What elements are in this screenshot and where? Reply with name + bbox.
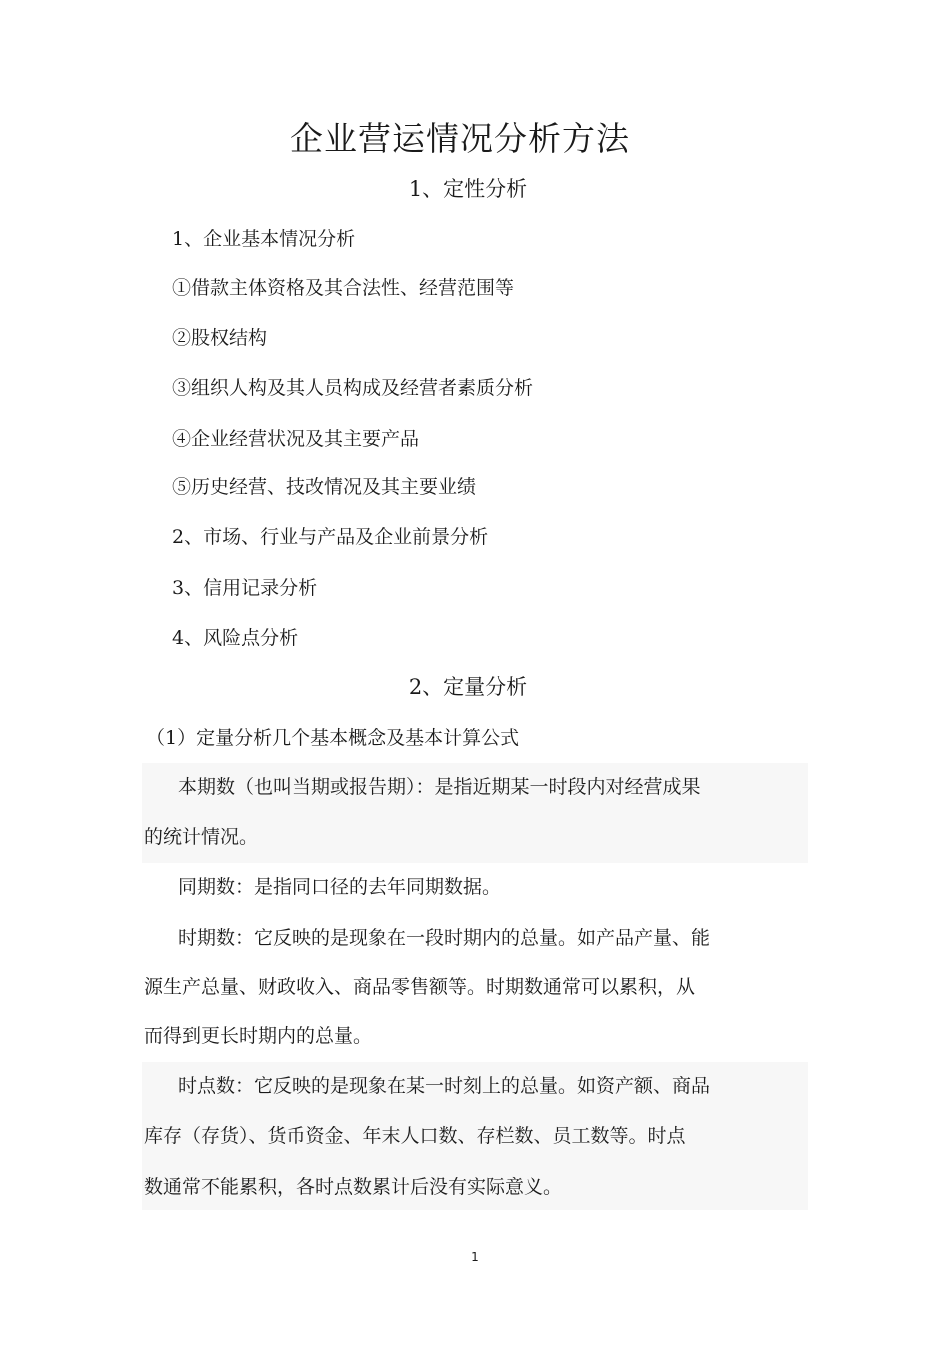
paragraph-line: 本期数（也叫当期或报告期）：是指近期某一时段内对经营成果 [178,776,701,798]
paragraph-line: 源生产总量、财政收入、商品零售额等。时期数通常可以累积，从 [144,976,696,998]
list-item: 4、风险点分析 [172,627,299,649]
list-item: 1、企业基本情况分析 [172,228,356,250]
section-heading-quantitative: 2、定量分析 [408,675,528,699]
document-title: 企业营运情况分析方法 [290,119,630,158]
list-item: 3、信用记录分析 [172,577,318,599]
page-number: 1 [471,1250,479,1264]
paragraph-period-figure [142,912,808,1057]
paragraph-line: 的统计情况。 [144,826,259,848]
paragraph-line: 同期数：是指同口径的去年同期数据。 [178,876,502,898]
paragraph-same-period [142,868,808,908]
paragraph-line: 时点数：它反映的是现象在某一时刻上的总量。如资产额、商品 [178,1075,711,1097]
paragraph-line: 库存（存货）、货币资金、年末人口数、存栏数、员工数等。时点 [144,1125,686,1147]
list-item: 2、市场、行业与产品及企业前景分析 [172,526,489,548]
section-heading-qualitative: 1、定性分析 [408,177,528,201]
paragraph-line: 而得到更长时期内的总量。 [144,1025,373,1047]
subsection-heading: （1）定量分析几个基本概念及基本计算公式 [146,727,520,749]
list-item: ②股权结构 [172,327,268,349]
paragraph-current-period [142,763,808,863]
paragraph-line: 时期数：它反映的是现象在一段时期内的总量。如产品产量、能 [178,927,711,949]
list-item: ①借款主体资格及其合法性、经营范围等 [172,277,515,299]
paragraph-point-figure [142,1062,808,1210]
paragraph-line: 数通常不能累积，各时点数累计后没有实际意义。 [144,1176,563,1198]
list-item: ③组织人构及其人员构成及经营者素质分析 [172,377,534,399]
list-item: ④企业经营状况及其主要产品 [172,428,420,450]
list-item: ⑤历史经营、技改情况及其主要业绩 [172,476,477,498]
